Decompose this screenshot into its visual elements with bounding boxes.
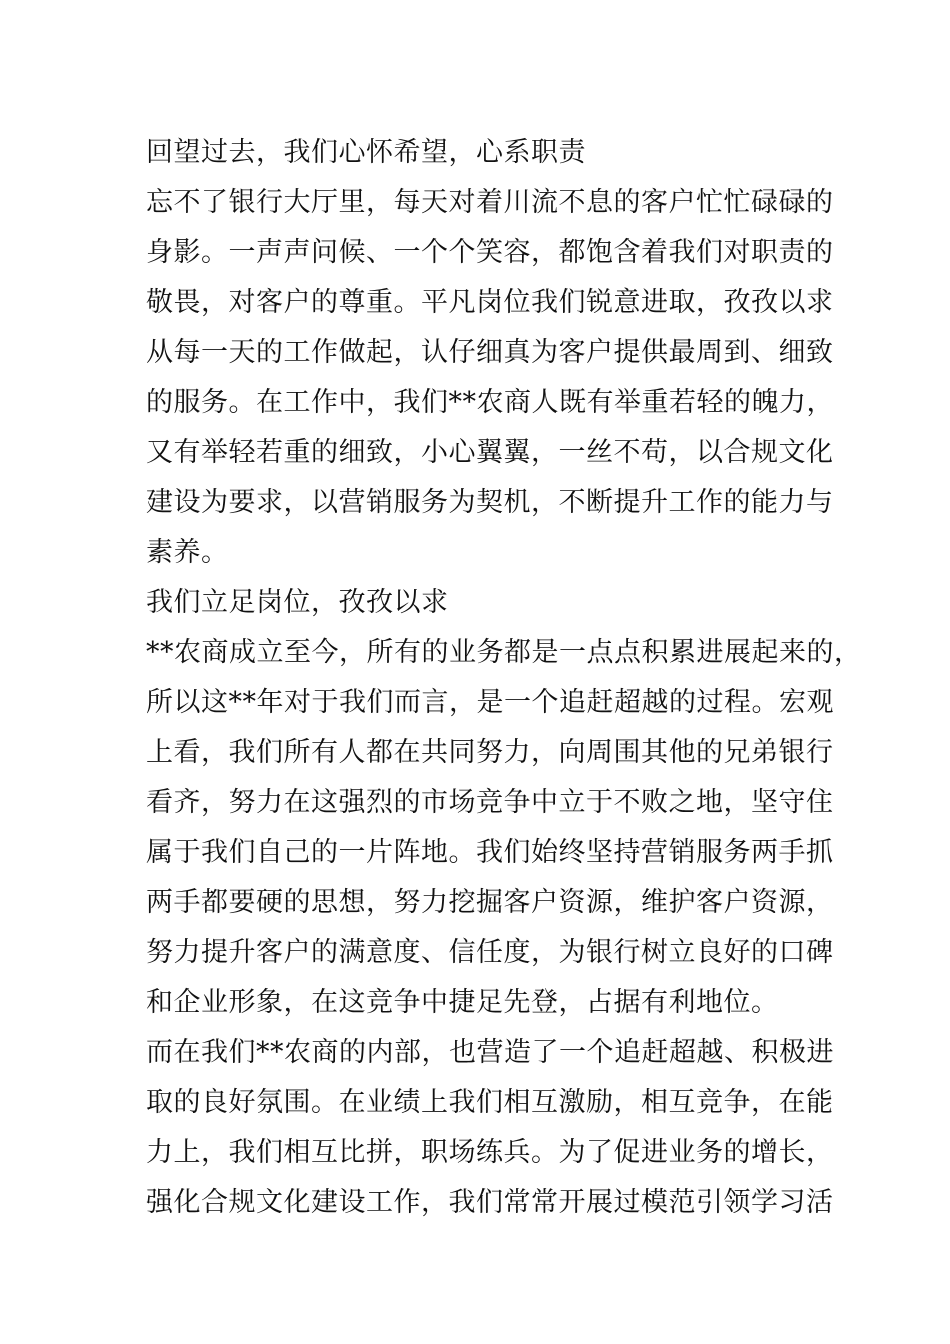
text-line: 努力提升客户的满意度、信任度，为银行树立良好的口碑 [146, 937, 834, 968]
text-line: **农商成立至今，所有的业务都是一点点积累进展起来的， [146, 637, 862, 668]
text-line: 所以这**年对于我们而言，是一个追赶超越的过程。宏观 [146, 687, 834, 718]
text-line: 建设为要求，以营销服务为契机，不断提升工作的能力与 [146, 487, 834, 518]
text-line: 从每一天的工作做起，认仔细真为客户提供最周到、细致 [146, 337, 834, 368]
document-body [146, 128, 862, 1228]
text-line: 看齐，努力在这强烈的市场竞争中立于不败之地，坚守住 [146, 787, 834, 818]
text-line: 和企业形象，在这竞争中捷足先登，占据有利地位。 [146, 987, 779, 1018]
text-line: 忘不了银行大厅里，每天对着川流不息的客户忙忙碌碌的 [146, 187, 834, 218]
text-line: 取的良好氛围。在业绩上我们相互激励，相互竞争，在能 [146, 1087, 834, 1118]
text-line: 身影。一声声问候、一个个笑容，都饱含着我们对职责的 [146, 237, 834, 268]
text-line: 上看，我们所有人都在共同努力，向周围其他的兄弟银行 [146, 737, 834, 768]
text-line: 敬畏，对客户的尊重。平凡岗位我们锐意进取，孜孜以求 [146, 287, 834, 318]
text-line: 的服务。在工作中，我们**农商人既有举重若轻的魄力， [146, 387, 834, 418]
text-line: 又有举轻若重的细致，小心翼翼，一丝不苟，以合规文化 [146, 437, 834, 468]
text-line: 力上，我们相互比拼，职场练兵。为了促进业务的增长， [146, 1137, 834, 1168]
text-line: 强化合规文化建设工作，我们常常开展过模范引领学习活 [146, 1187, 834, 1218]
text-line: 属于我们自己的一片阵地。我们始终坚持营销服务两手抓 [146, 837, 834, 868]
text-line: 素养。 [146, 537, 229, 568]
heading-looking-back: 回望过去，我们心怀希望，心系职责 [146, 137, 586, 168]
text-line: 而在我们**农商的内部，也营造了一个追赶超越、积极进 [146, 1037, 834, 1068]
heading-stand-firm: 我们立足岗位，孜孜以求 [146, 587, 449, 618]
text-line: 两手都要硬的思想，努力挖掘客户资源，维护客户资源， [146, 887, 834, 918]
